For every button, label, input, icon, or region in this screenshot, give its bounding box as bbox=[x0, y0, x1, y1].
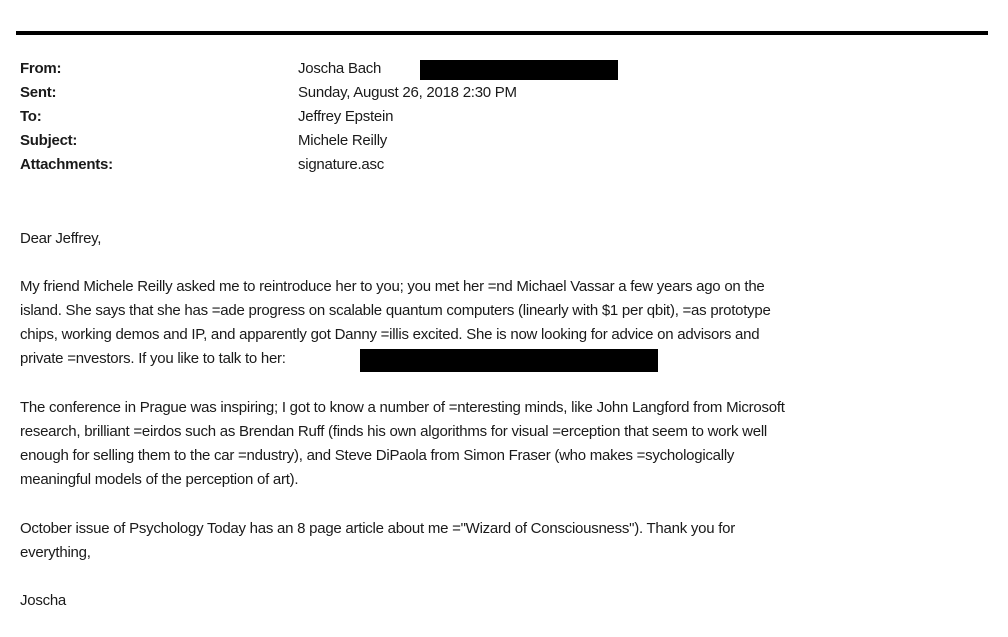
paragraph-2-line: enough for selling them to the car =ndustry), and Steve DiPaola from Simon Fraser (who makes =sychologically bbox=[20, 447, 735, 464]
subject-value: Michele Reilly bbox=[298, 132, 388, 149]
subject-label: Subject: bbox=[20, 132, 78, 149]
to-value: Jeffrey Epstein bbox=[298, 108, 394, 125]
paragraph-1-line: island. She says that she has =ade progress on scalable quantum computers (linearly with $1 per qbit), =as prototype bbox=[20, 302, 771, 319]
redaction-box bbox=[360, 349, 658, 372]
to-label: To: bbox=[20, 108, 42, 125]
attachments-label: Attachments: bbox=[20, 156, 113, 173]
paragraph-1-line: private =nvestors. If you like to talk to her: bbox=[20, 350, 286, 367]
paragraph-3-line: everything, bbox=[20, 544, 91, 561]
greeting: Dear Jeffrey, bbox=[20, 230, 102, 247]
sent-value: Sunday, August 26, 2018 2:30 PM bbox=[298, 84, 517, 101]
paragraph-2-line: meaningful models of the perception of art). bbox=[20, 471, 299, 488]
signoff: Joscha bbox=[20, 592, 67, 609]
attachment-link[interactable]: signature.asc bbox=[298, 156, 384, 173]
paragraph-1-line: chips, working demos and IP, and apparently got Danny =illis excited. She is now looking for advice on advisors and bbox=[20, 326, 760, 343]
paragraph-2-line: research, brilliant =eirdos such as Brendan Ruff (finds his own algorithms for visual =erception that seem to work well bbox=[20, 423, 768, 440]
paragraph-1-line: My friend Michele Reilly asked me to reintroduce her to you; you met her =nd Michael Vassar a few years ago on the bbox=[20, 278, 765, 295]
paragraph-3-line: October issue of Psychology Today has an 8 page article about me ="Wizard of Consciousness"). Thank you for bbox=[20, 520, 735, 537]
redaction-box bbox=[420, 60, 618, 80]
from-label: From: bbox=[20, 60, 62, 77]
paragraph-2-line: The conference in Prague was inspiring; I got to know a number of =nteresting minds, like John Langford from Microsoft bbox=[20, 399, 785, 416]
sent-label: Sent: bbox=[20, 84, 57, 101]
from-value: Joscha Bach bbox=[298, 60, 382, 77]
header-rule bbox=[16, 31, 988, 35]
